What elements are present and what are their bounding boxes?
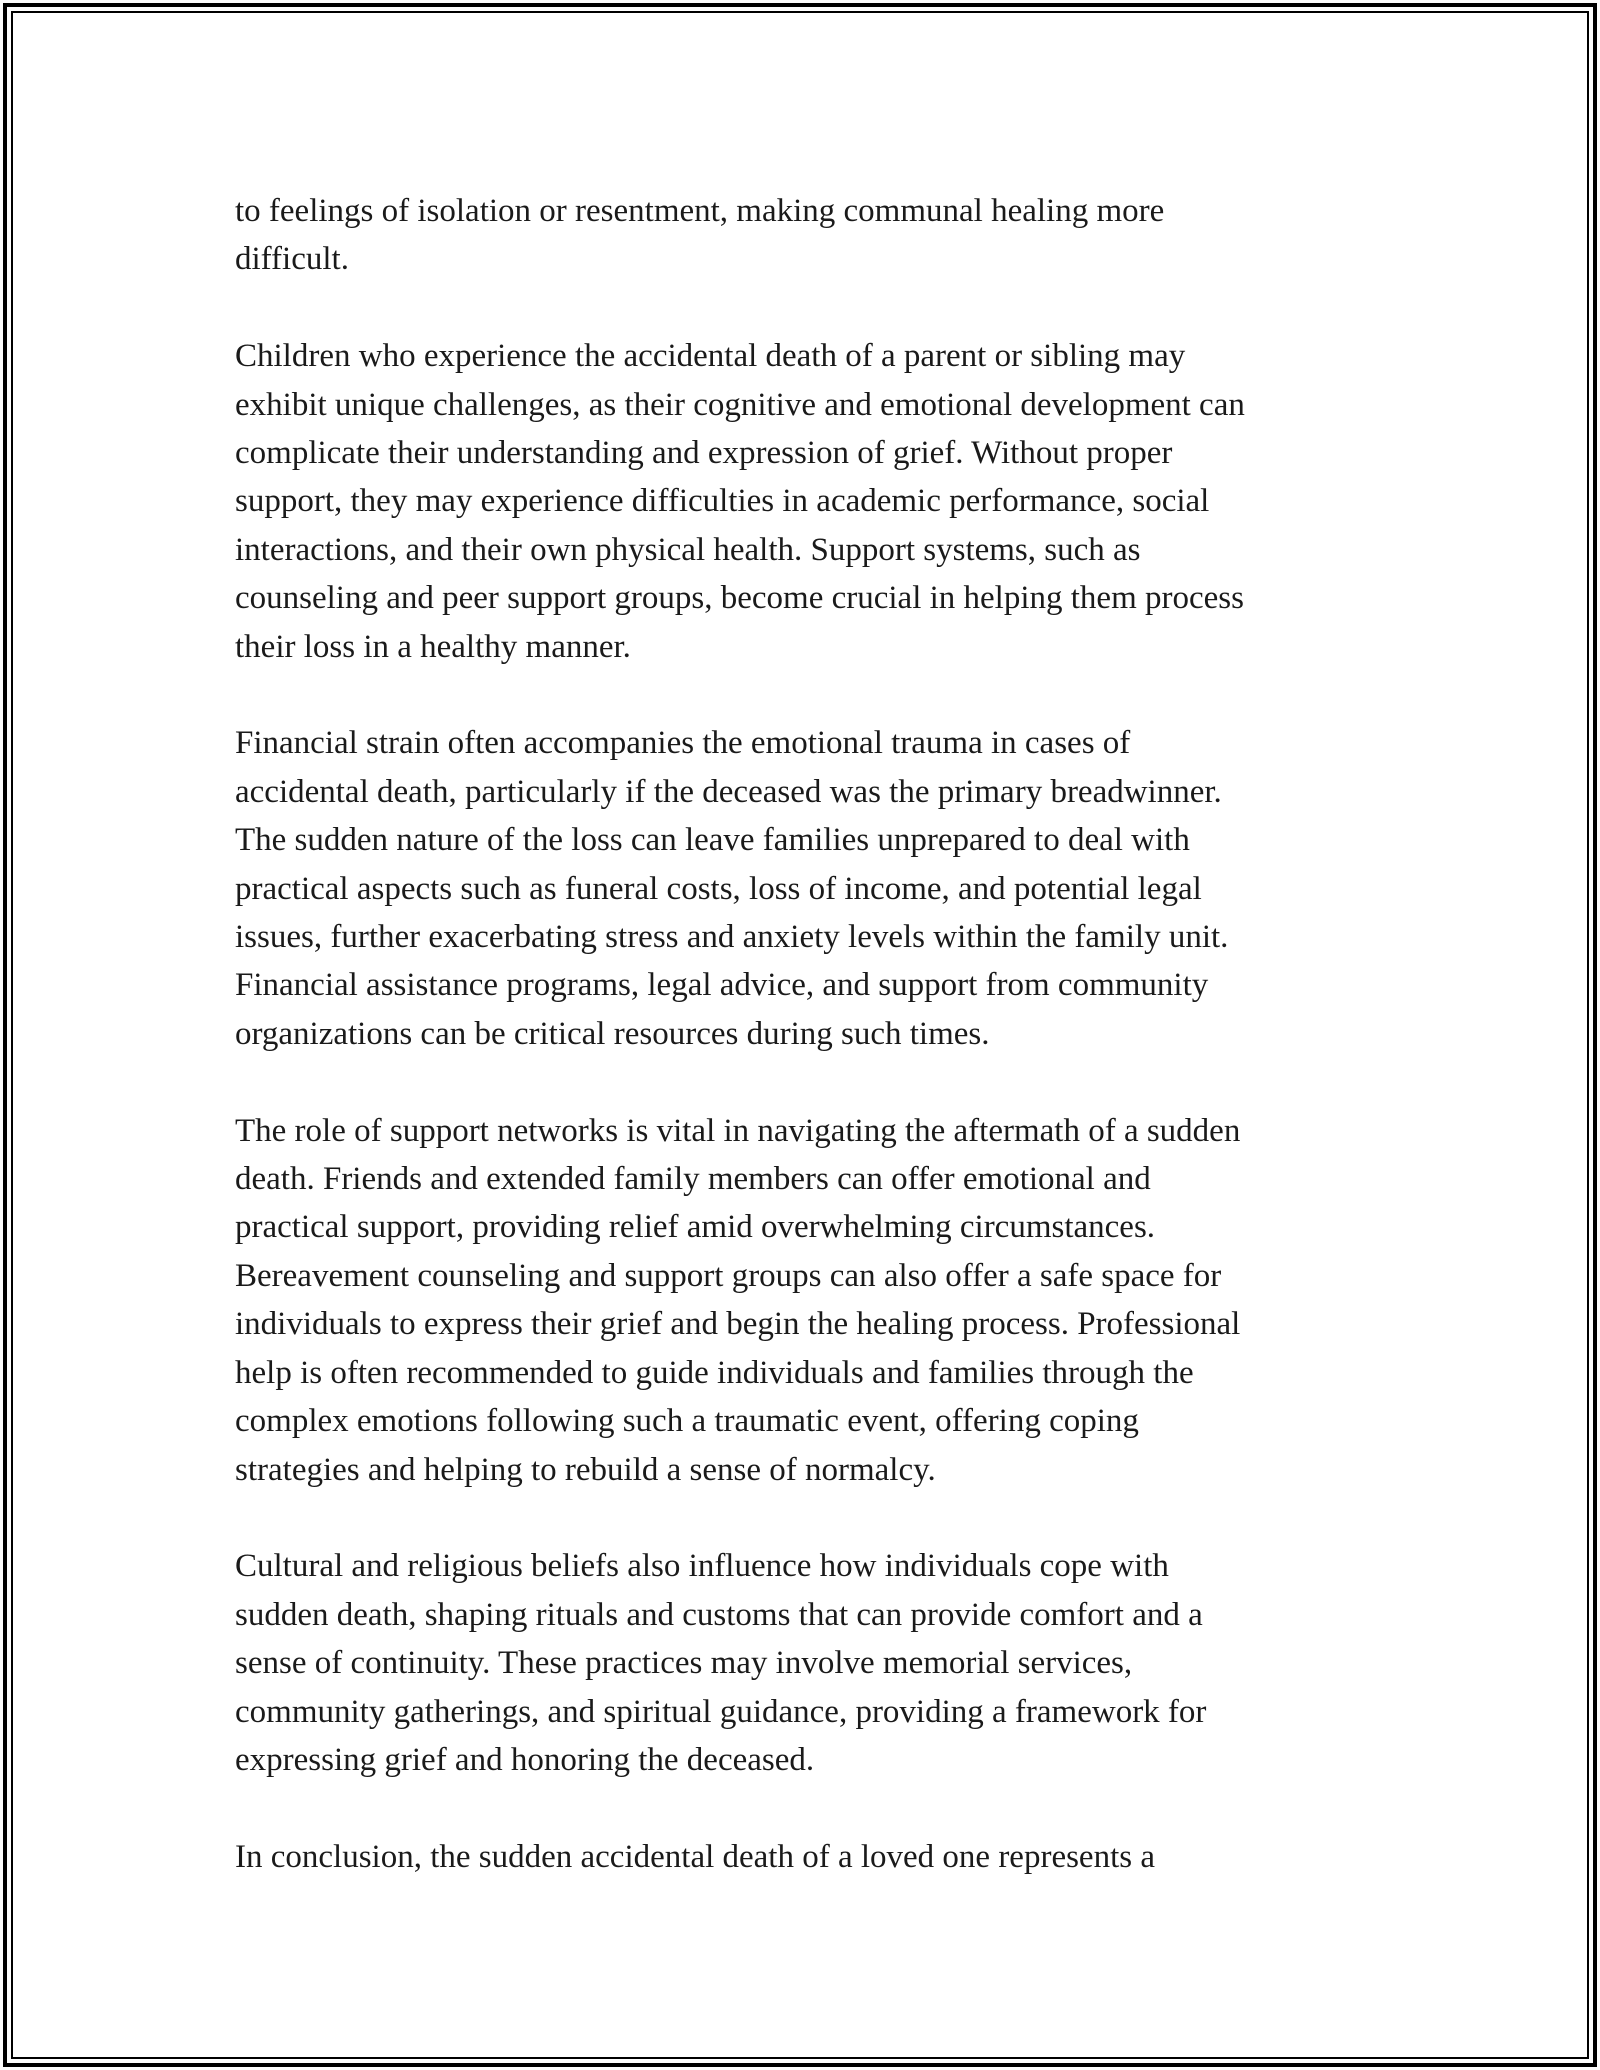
text-line: sense of continuity. These practices may involve memorial services, xyxy=(235,1645,1133,1682)
text-line: sudden death, shaping rituals and customs that can provide comfort and a xyxy=(235,1596,1203,1633)
text-line: difficult. xyxy=(235,241,349,278)
document-body xyxy=(235,187,1375,1930)
text-line: Children who experience the accidental death of a parent or sibling may xyxy=(235,338,1186,375)
text-line: counseling and peer support groups, become crucial in helping them process xyxy=(235,580,1244,617)
paragraph-3 xyxy=(235,719,1375,1058)
text-line: practical aspects such as funeral costs, loss of income, and potential legal xyxy=(235,870,1202,907)
text-line: Financial strain often accompanies the emotional trauma in cases of xyxy=(235,725,1131,762)
paragraph-5 xyxy=(235,1542,1375,1784)
text-line: complicate their understanding and expression of grief. Without proper xyxy=(235,435,1173,472)
text-line: interactions, and their own physical health. Support systems, such as xyxy=(235,531,1141,568)
text-line: help is often recommended to guide individuals and families through the xyxy=(235,1354,1194,1391)
text-line: The sudden nature of the loss can leave families unprepared to deal with xyxy=(235,822,1190,859)
text-line: Cultural and religious beliefs also influence how individuals cope with xyxy=(235,1548,1169,1585)
text-line: issues, further exacerbating stress and anxiety levels within the family unit. xyxy=(235,919,1229,956)
paragraph-2 xyxy=(235,332,1375,671)
text-line: expressing grief and honoring the deceased. xyxy=(235,1741,815,1778)
paragraph-4 xyxy=(235,1107,1375,1494)
text-line: death. Friends and extended family members can offer emotional and xyxy=(235,1161,1151,1198)
text-line: The role of support networks is vital in navigating the aftermath of a sudden xyxy=(235,1112,1241,1149)
text-line: organizations can be critical resources during such times. xyxy=(235,1015,990,1052)
text-line: strategies and helping to rebuild a sense of normalcy. xyxy=(235,1451,936,1488)
paragraph-1 xyxy=(235,187,1375,284)
text-line: individuals to express their grief and begin the healing process. Professional xyxy=(235,1306,1241,1343)
text-line: practical support, providing relief amid overwhelming circumstances. xyxy=(235,1209,1156,1246)
text-line: support, they may experience difficulties in academic performance, social xyxy=(235,483,1210,520)
text-line: complex emotions following such a traumatic event, offering coping xyxy=(235,1403,1139,1440)
text-line: community gatherings, and spiritual guidance, providing a framework for xyxy=(235,1693,1207,1730)
paragraph-6 xyxy=(235,1833,1375,1881)
text-line: Financial assistance programs, legal advice, and support from community xyxy=(235,967,1209,1004)
text-line: their loss in a healthy manner. xyxy=(235,628,631,665)
text-line: exhibit unique challenges, as their cognitive and emotional development can xyxy=(235,386,1245,423)
text-line: to feelings of isolation or resentment, making communal healing more xyxy=(235,193,1165,229)
text-line: Bereavement counseling and support groups can also offer a safe space for xyxy=(235,1257,1222,1294)
text-line: In conclusion, the sudden accidental death of a loved one represents a xyxy=(235,1838,1155,1875)
text-line: accidental death, particularly if the deceased was the primary breadwinner. xyxy=(235,773,1222,810)
